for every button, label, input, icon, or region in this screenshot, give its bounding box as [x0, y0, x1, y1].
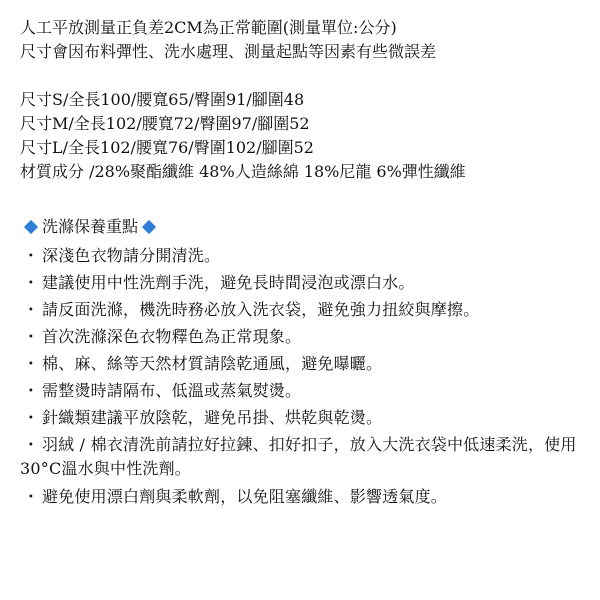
bullet: ・	[22, 408, 40, 427]
care-item-text: 避免使用漂白劑與柔軟劑，以免阻塞纖維、影響透氣度。	[42, 487, 448, 506]
bullet: ・	[22, 300, 40, 319]
size-m-spec: 尺寸M/全長102/腰寬72/臀圍97/腳圍52	[20, 114, 310, 133]
bullet: ・	[22, 354, 40, 373]
size-l-spec: 尺寸L/全長102/腰寬76/臀圍102/腳圍52	[20, 138, 314, 157]
list-item	[20, 483, 600, 510]
list-item	[20, 377, 600, 404]
list-item	[20, 296, 600, 323]
care-item-text: 深淺色衣物請分開清洗。	[42, 246, 221, 265]
size-s-spec: 尺寸S/全長100/腰寬65/臀圍91/腳圍48	[20, 90, 305, 109]
bullet: ・	[22, 435, 40, 454]
spacer	[20, 64, 600, 88]
material-composition: 材質成分 /28%聚酯纖維 48%人造絲綿 18%尼龍 6%彈性纖維	[20, 162, 466, 181]
measurement-note: 人工平放測量正負差2CM為正常範圍(測量單位:公分)	[20, 18, 397, 37]
list-item	[20, 269, 600, 296]
care-item-text: 羽絨 / 棉衣清洗前請拉好拉鍊、扣好扣子，放入大洗衣袋中低速柔洗，使用30°C溫水與中性洗劑。	[20, 435, 577, 478]
list-item	[20, 431, 588, 483]
care-item-text: 請反面洗滌，機洗時務必放入洗衣袋，避免強力扭絞與摩擦。	[42, 300, 480, 319]
care-item-text: 針織類建議平放陰乾，避免吊掛、烘乾與乾燙。	[42, 408, 383, 427]
list-item	[20, 323, 600, 350]
care-instructions-list	[20, 242, 600, 510]
bullet: ・	[22, 327, 40, 346]
care-section-title	[20, 214, 600, 240]
diamond-icon	[142, 220, 156, 234]
diamond-icon	[24, 220, 38, 234]
list-item	[20, 404, 600, 431]
care-title-text: 洗滌保養重點	[42, 217, 139, 236]
bullet: ・	[22, 487, 40, 506]
care-item-text: 需整燙時請隔布、低溫或蒸氣熨燙。	[42, 381, 302, 400]
bullet: ・	[22, 381, 40, 400]
tolerance-note: 尺寸會因布料彈性、洗水處理、測量起點等因素有些微誤差	[20, 42, 437, 61]
list-item	[20, 242, 600, 269]
care-item-text: 首次洗滌深色衣物釋色為正常現象。	[42, 327, 302, 346]
list-item	[20, 350, 600, 377]
care-item-text: 建議使用中性洗劑手洗，避免長時間浸泡或漂白水。	[42, 273, 415, 292]
spacer	[20, 184, 600, 208]
care-item-text: 棉、麻、絲等天然材質請陰乾通風，避免曝曬。	[42, 354, 383, 373]
bullet: ・	[22, 246, 40, 265]
bullet: ・	[22, 273, 40, 292]
